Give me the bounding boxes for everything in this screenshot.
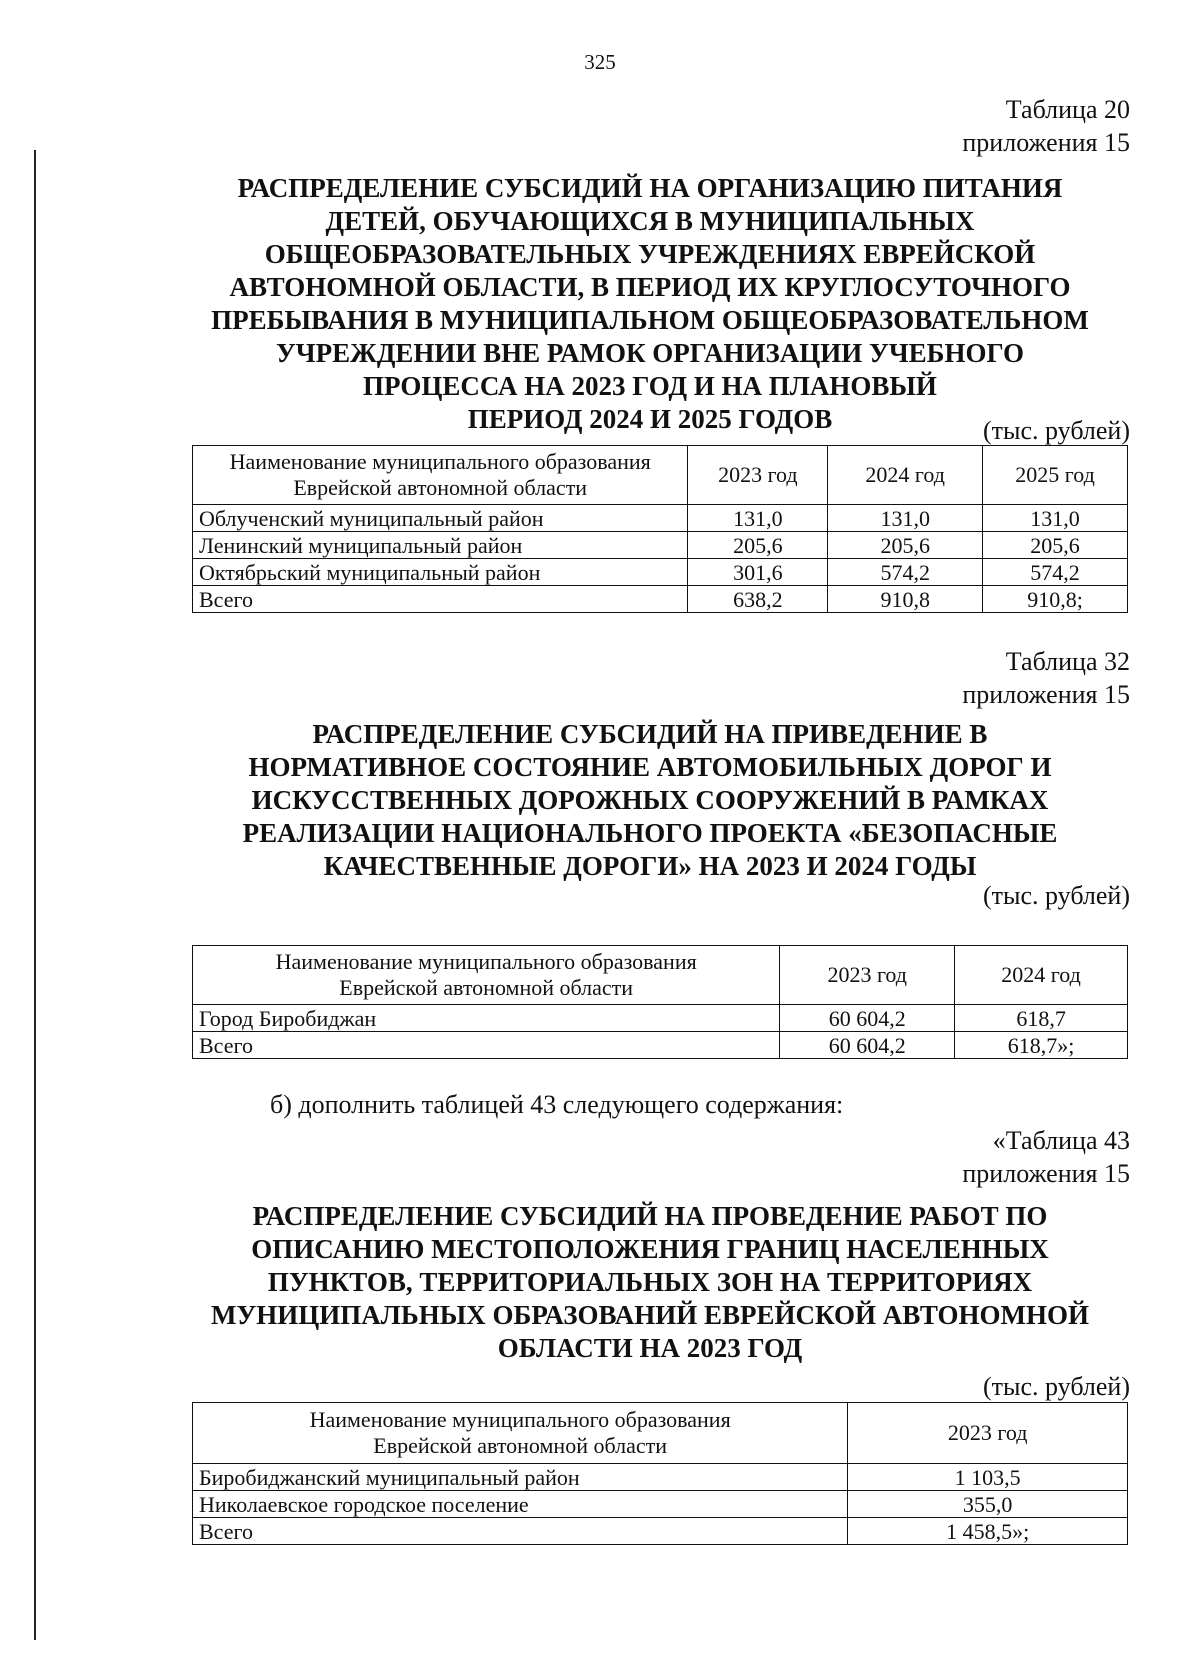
value-cell: 205,6	[983, 532, 1128, 559]
value-cell: 1 103,5	[848, 1464, 1128, 1491]
value-cell: 618,7»;	[955, 1032, 1128, 1059]
row-name-cell: Город Биробиджан	[193, 1005, 780, 1032]
title-line: ДЕТЕЙ, ОБУЧАЮЩИХСЯ В МУНИЦИПАЛЬНЫХ	[325, 206, 975, 236]
value-cell: 131,0	[688, 505, 828, 532]
table20-title	[180, 172, 1120, 436]
table32-units: (тыс. рублей)	[982, 881, 1130, 910]
table43-title	[180, 1200, 1120, 1365]
table43-units: (тыс. рублей)	[982, 1372, 1130, 1401]
value-cell: 910,8	[828, 586, 983, 613]
value-cell: 131,0	[828, 505, 983, 532]
table-total-row	[193, 1032, 1128, 1059]
table32-caption-appendix: приложения 15	[962, 680, 1130, 709]
title-line: ИСКУССТВЕННЫХ ДОРОЖНЫХ СООРУЖЕНИЙ В РАМКАХ	[251, 785, 1049, 815]
table43-caption	[962, 1124, 1130, 1190]
page-number: 325	[584, 50, 616, 74]
table32	[192, 945, 1128, 1059]
value-cell: 574,2	[983, 559, 1128, 586]
row-name-cell: Октябрьский муниципальный район	[193, 559, 688, 586]
title-line: ПЕРИОД 2024 И 2025 ГОДОВ	[467, 404, 833, 434]
title-line: ПРОЦЕССА НА 2023 ГОД И НА ПЛАНОВЫЙ	[363, 371, 937, 401]
table32-title	[180, 718, 1120, 883]
table20-caption-appendix: приложения 15	[962, 128, 1130, 157]
table43-caption-number: «Таблица 43	[992, 1126, 1130, 1155]
header-year-cell: 2024 год	[828, 446, 983, 505]
title-line: ПУНКТОВ, ТЕРРИТОРИАЛЬНЫХ ЗОН НА ТЕРРИТОРИЯХ	[267, 1267, 1033, 1297]
value-cell: 910,8;	[983, 586, 1128, 613]
left-margin-line	[34, 150, 36, 1640]
title-line: РАСПРЕДЕЛЕНИЕ СУБСИДИЙ НА ПРОВЕДЕНИЕ РАБОТ ПО	[252, 1201, 1048, 1231]
table-row	[193, 1464, 1128, 1491]
value-cell: 574,2	[828, 559, 983, 586]
table-row	[193, 532, 1128, 559]
value-cell: 1 458,5»;	[848, 1518, 1128, 1545]
table-total-row	[193, 1518, 1128, 1545]
value-cell: 638,2	[688, 586, 828, 613]
header-name-cell: Наименование муниципального образования Еврейской автономной области	[193, 946, 780, 1005]
value-cell: 355,0	[848, 1491, 1128, 1518]
table20-caption	[962, 93, 1130, 159]
header-year-cell: 2023 год	[848, 1403, 1128, 1464]
title-line: УЧРЕЖДЕНИИ ВНЕ РАМОК ОРГАНИЗАЦИИ УЧЕБНОГО	[275, 338, 1025, 368]
value-cell: 618,7	[955, 1005, 1128, 1032]
table20-units: (тыс. рублей)	[982, 416, 1130, 445]
amendment-paragraph: б) дополнить таблицей 43 следующего содержания:	[270, 1090, 844, 1119]
table-header-row	[193, 1403, 1128, 1464]
header-year-cell: 2025 год	[983, 446, 1128, 505]
title-line: ОБЛАСТИ НА 2023 ГОД	[497, 1333, 803, 1363]
title-line: РАСПРЕДЕЛЕНИЕ СУБСИДИЙ НА ОРГАНИЗАЦИЮ ПИТАНИЯ	[237, 173, 1063, 203]
value-cell: 205,6	[828, 532, 983, 559]
title-line: ОПИСАНИЮ МЕСТОПОЛОЖЕНИЯ ГРАНИЦ НАСЕЛЕННЫХ	[251, 1234, 1049, 1264]
header-year-cell: 2023 год	[780, 946, 955, 1005]
table-row	[193, 559, 1128, 586]
table43	[192, 1402, 1128, 1545]
title-line: ОБЩЕОБРАЗОВАТЕЛЬНЫХ УЧРЕЖДЕНИЯХ ЕВРЕЙСКОЙ	[264, 239, 1036, 269]
table-row	[193, 505, 1128, 532]
table32-caption	[962, 645, 1130, 711]
row-name-cell: Всего	[193, 1032, 780, 1059]
row-name-cell: Всего	[193, 1518, 848, 1545]
table32-caption-number: Таблица 32	[1005, 647, 1130, 676]
table-total-row	[193, 586, 1128, 613]
value-cell: 301,6	[688, 559, 828, 586]
value-cell: 131,0	[983, 505, 1128, 532]
header-year-cell: 2023 год	[688, 446, 828, 505]
header-year-cell: 2024 год	[955, 946, 1128, 1005]
table-row	[193, 1005, 1128, 1032]
table20-caption-number: Таблица 20	[1005, 95, 1130, 124]
title-line: АВТОНОМНОЙ ОБЛАСТИ, В ПЕРИОД ИХ КРУГЛОСУТОЧНОГО	[229, 272, 1071, 302]
header-name-cell: Наименование муниципального образования Еврейской автономной области	[193, 1403, 848, 1464]
table43-caption-appendix: приложения 15	[962, 1159, 1130, 1188]
header-name-cell: Наименование муниципального образования Еврейской автономной области	[193, 446, 688, 505]
table20	[192, 445, 1128, 613]
table-header-row	[193, 446, 1128, 505]
table-row	[193, 1491, 1128, 1518]
row-name-cell: Облученский муниципальный район	[193, 505, 688, 532]
table-header-row	[193, 946, 1128, 1005]
row-name-cell: Биробиджанский муниципальный район	[193, 1464, 848, 1491]
title-line: НОРМАТИВНОЕ СОСТОЯНИЕ АВТОМОБИЛЬНЫХ ДОРОГ И	[248, 752, 1052, 782]
value-cell: 60 604,2	[780, 1032, 955, 1059]
title-line: РАСПРЕДЕЛЕНИЕ СУБСИДИЙ НА ПРИВЕДЕНИЕ В	[312, 719, 988, 749]
title-line: ПРЕБЫВАНИЯ В МУНИЦИПАЛЬНОМ ОБЩЕОБРАЗОВАТЕЛЬНОМ	[211, 305, 1089, 335]
row-name-cell: Ленинский муниципальный район	[193, 532, 688, 559]
title-line: РЕАЛИЗАЦИИ НАЦИОНАЛЬНОГО ПРОЕКТА «БЕЗОПАСНЫЕ	[242, 818, 1058, 848]
value-cell: 205,6	[688, 532, 828, 559]
title-line: МУНИЦИПАЛЬНЫХ ОБРАЗОВАНИЙ ЕВРЕЙСКОЙ АВТОНОМНОЙ	[210, 1300, 1090, 1330]
title-line: КАЧЕСТВЕННЫЕ ДОРОГИ» НА 2023 И 2024 ГОДЫ	[323, 851, 977, 881]
row-name-cell: Николаевское городское поселение	[193, 1491, 848, 1518]
value-cell: 60 604,2	[780, 1005, 955, 1032]
row-name-cell: Всего	[193, 586, 688, 613]
